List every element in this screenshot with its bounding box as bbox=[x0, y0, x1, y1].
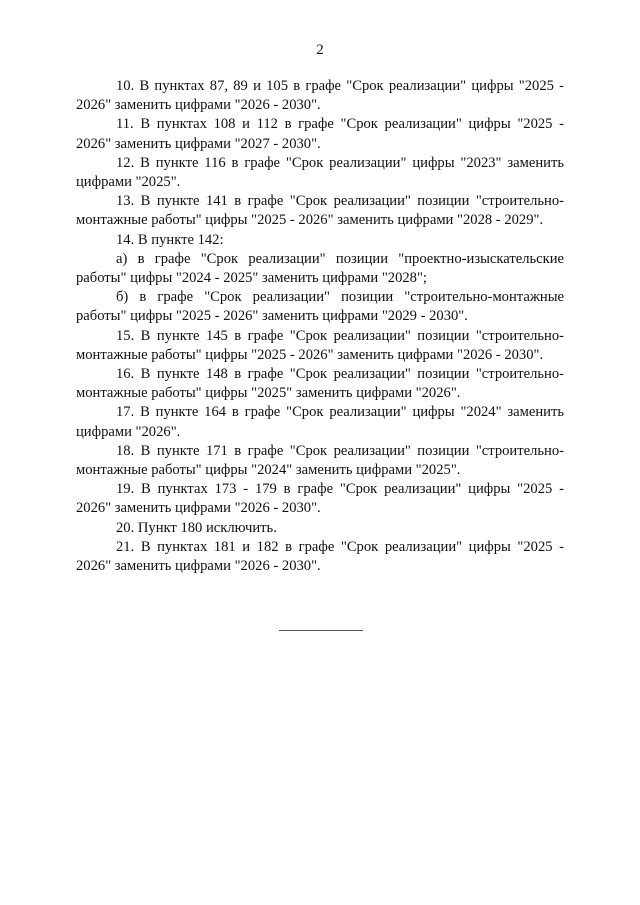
paragraph-12: 12. В пункте 116 в графе "Срок реализации" цифры "2023" заменить цифрами "2025". bbox=[76, 154, 564, 191]
page-number: 2 bbox=[316, 42, 324, 58]
paragraph-18: 18. В пункте 171 в графе "Срок реализации" позиции "строительно-монтажные работы" цифры "2024" заменить цифрами "2025". bbox=[76, 442, 564, 479]
paragraph-14a: а) в графе "Срок реализации" позиции "проектно-изыскательские работы" цифры "2024 - 2025" заменить цифрами "2028"; bbox=[76, 250, 564, 287]
paragraph-15: 15. В пункте 145 в графе "Срок реализации" позиции "строительно-монтажные работы" цифры "2025 - 2026" заменить цифрами "2026 - 2030". bbox=[76, 327, 564, 363]
end-separator-line bbox=[279, 630, 363, 631]
paragraph-14: 14. В пункте 142: bbox=[116, 231, 224, 248]
paragraph-21: 21. В пунктах 181 и 182 в графе "Срок реализации" цифры "2025 - 2026" заменить цифрами "2026 - 2030". bbox=[76, 538, 564, 575]
paragraph-20: 20. Пункт 180 исключить. bbox=[116, 519, 277, 536]
paragraph-13: 13. В пункте 141 в графе "Срок реализации" позиции "строительно-монтажные работы" цифры "2025 - 2026" заменить цифрами "2028 - 2029". bbox=[76, 193, 564, 229]
paragraph-19: 19. В пунктах 173 - 179 в графе "Срок реализации" цифры "2025 - 2026" заменить цифрами "2026 - 2030". bbox=[76, 481, 564, 517]
paragraph-10: 10. В пунктах 87, 89 и 105 в графе "Срок реализации" цифры "2025 - 2026" заменить цифрами "2026 - 2030". bbox=[76, 78, 564, 114]
document-body bbox=[76, 77, 564, 576]
paragraph-17: 17. В пункте 164 в графе "Срок реализации" цифры "2024" заменить цифрами "2026". bbox=[76, 404, 564, 440]
paragraph-16: 16. В пункте 148 в графе "Срок реализации" позиции "строительно-монтажные работы" цифры "2025" заменить цифрами "2026". bbox=[76, 366, 564, 402]
paragraph-11: 11. В пунктах 108 и 112 в графе "Срок реализации" цифры "2025 - 2026" заменить цифрами "2027 - 2030". bbox=[76, 116, 564, 152]
paragraph-14b: б) в графе "Срок реализации" позиции "строительно-монтажные работы" цифры "2025 - 2026" заменить цифрами "2029 - 2030". bbox=[76, 289, 564, 325]
